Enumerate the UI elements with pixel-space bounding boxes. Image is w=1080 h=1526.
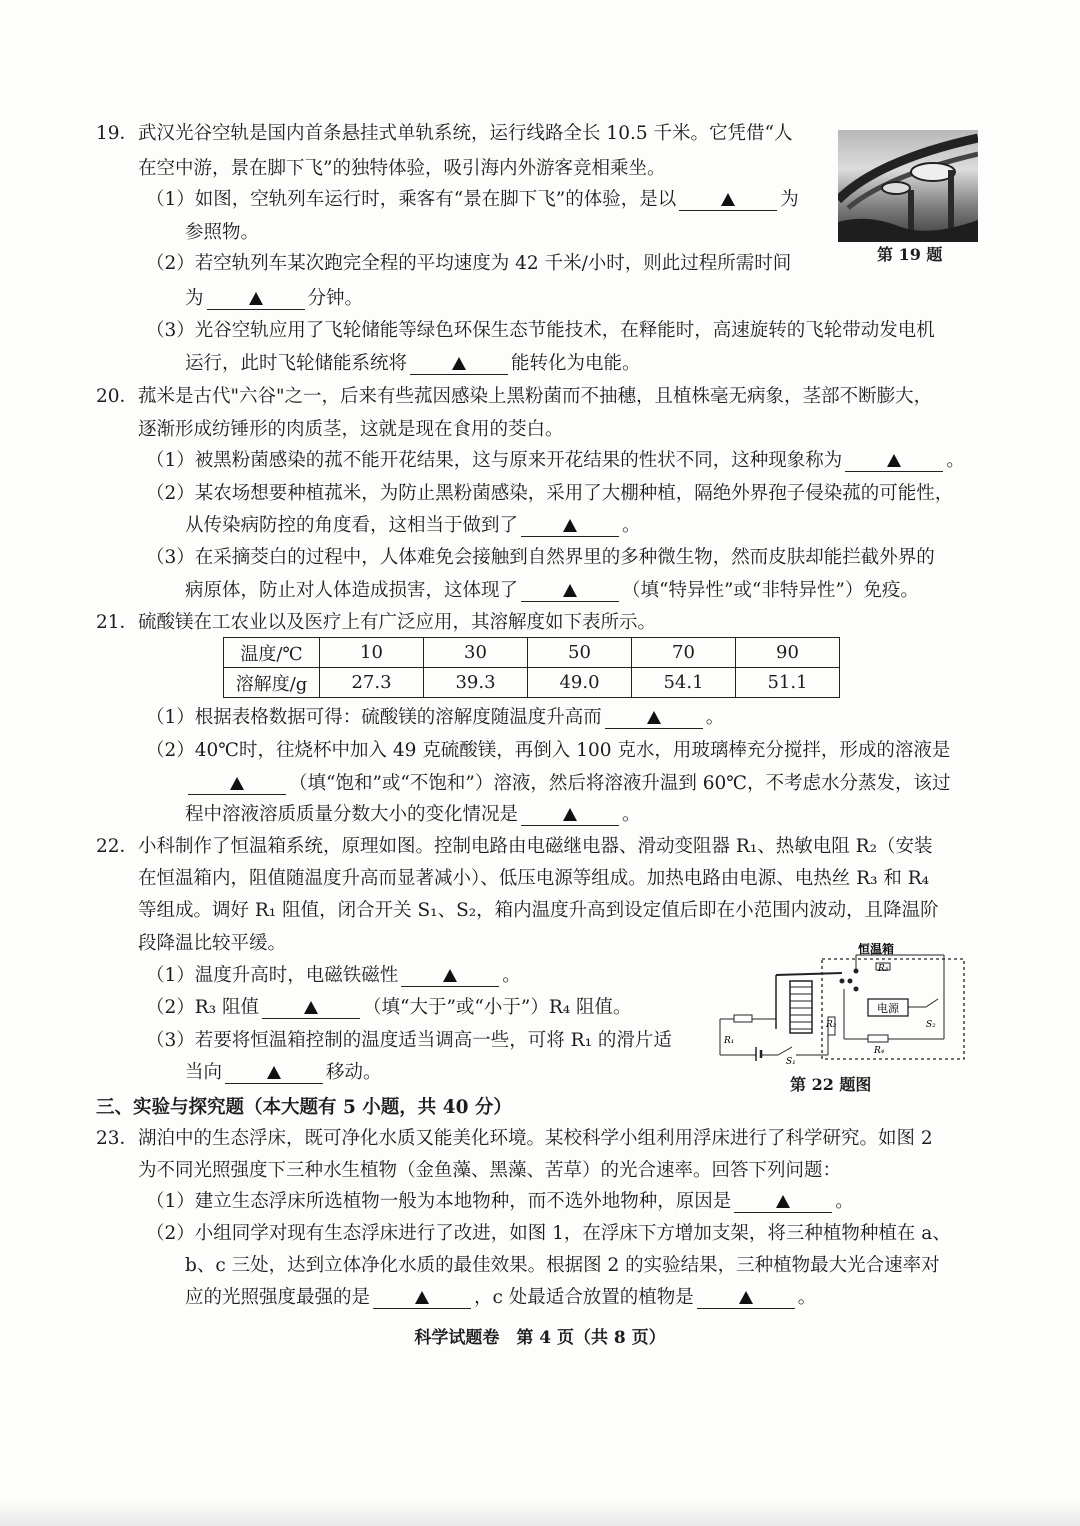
answer-blank[interactable]	[410, 354, 508, 375]
triangle-icon	[415, 1291, 429, 1304]
q21-part2-cont2: 程中溶液溶质质量分数大小的变化情况是 。	[185, 804, 641, 825]
q19-part3-cont: 运行，此时飞轮储能系统将 能转化为电能。	[185, 353, 641, 374]
q21-part2: （2）40℃时，往烧杯中加入 49 克硫酸镁，再倒入 100 克水，用玻璃棒充分搅拌，形成的溶液是	[146, 740, 951, 761]
q20-line2: 逐渐形成纺锤形的肉质茎，这就是现在食用的茭白。	[138, 419, 564, 440]
box-label: 恒温箱	[857, 943, 895, 956]
triangle-icon	[563, 808, 577, 821]
q19-part1-cont: 参照物。	[185, 222, 260, 243]
power-label: 电源	[877, 1002, 899, 1015]
r3-label: R₃	[878, 964, 889, 974]
answer-blank[interactable]	[188, 774, 286, 795]
scan-edge	[0, 1500, 1080, 1526]
q22-line1: 22．小科制作了恒温箱系统，原理如图。控制电路由电磁继电器、滑动变阻器 R₁、热敏电阻 R₂（安装	[96, 836, 933, 857]
q19-line1: 19．武汉光谷空轨是国内首条悬挂式单轨系统，运行线路全长 10.5 千米。它凭借“人	[96, 123, 793, 144]
q23-part1: （1）建立生态浮床所选植物一般为本地物种，而不选外地物种，原因是 。	[146, 1191, 854, 1212]
table-row	[224, 668, 840, 698]
section-heading: 三、实验与探究题（本大题有 5 小题，共 40 分）	[96, 1097, 512, 1118]
table-cell: 54.1	[632, 668, 736, 698]
answer-blank[interactable]	[262, 998, 360, 1019]
r1-label: R₁	[724, 1036, 735, 1046]
answer-blank[interactable]	[225, 1063, 323, 1084]
triangle-icon	[230, 777, 244, 790]
q23-line2: 为不同光照强度下三种水生植物（金鱼藻、黑藻、苦草）的光合速率。回答下列问题：	[138, 1160, 842, 1181]
q19-part1: （1）如图，空轨列车运行时，乘客有“景在脚下飞”的体验，是以 为	[146, 189, 799, 210]
triangle-icon	[443, 969, 457, 982]
triangle-icon	[721, 193, 735, 206]
triangle-icon	[563, 519, 577, 532]
table-cell: 27.3	[320, 668, 424, 698]
table-cell: 49.0	[528, 668, 632, 698]
table-header-cell: 温度/℃	[224, 638, 320, 668]
s2-label: S₂	[926, 1020, 936, 1030]
triangle-icon	[563, 584, 577, 597]
answer-blank[interactable]	[734, 1192, 832, 1213]
triangle-icon	[267, 1066, 281, 1079]
r2-label: R₂	[826, 1020, 837, 1030]
table-header-cell: 溶解度/g	[224, 668, 320, 698]
table-cell: 70	[632, 638, 736, 668]
answer-blank[interactable]	[845, 451, 943, 472]
q19-photo	[838, 130, 978, 242]
q22-line4: 段降温比较平缓。	[138, 933, 287, 954]
r4-label: R₄	[874, 1046, 885, 1056]
answer-blank[interactable]	[521, 581, 619, 602]
answer-blank[interactable]	[521, 516, 619, 537]
answer-blank[interactable]	[697, 1288, 795, 1309]
triangle-icon	[304, 1001, 318, 1014]
q21-part1: （1）根据表格数据可得：硫酸镁的溶解度随温度升高而 。	[146, 707, 725, 728]
q22-circuit-diagram	[716, 943, 968, 1070]
table-cell: 30	[424, 638, 528, 668]
q21-line1: 21．硫酸镁在工农业以及医疗上有广泛应用，其溶解度如下表所示。	[96, 612, 657, 633]
q20-part3: （3）在采摘茭白的过程中，人体难免会接触到自然界里的多种微生物，然而皮肤却能拦截外界的	[146, 547, 935, 568]
q23-part2-cont2: 应的光照强度最强的是 ，c 处最适合放置的植物是 。	[185, 1287, 817, 1308]
answer-blank[interactable]	[401, 966, 499, 987]
triangle-icon	[249, 292, 263, 305]
q23-part2-cont: b、c 三处，达到立体净化水质的最佳效果。根据图 2 的实验结果，三种植物最大光合速率对	[185, 1255, 940, 1276]
q21-part2-cont: （填“饱和”或“不饱和”）溶液，然后将溶液升温到 60℃，不考虑水分蒸发，该过	[185, 771, 950, 797]
answer-blank[interactable]	[373, 1288, 471, 1309]
answer-blank[interactable]	[521, 805, 619, 826]
table-cell: 90	[736, 638, 840, 668]
table-cell: 10	[320, 638, 424, 668]
q22-part2: （2）R₃ 阻值 （填“大于”或“小于”）R₄ 阻值。	[146, 997, 632, 1018]
triangle-icon	[776, 1195, 790, 1208]
q23-line1: 23．湖泊中的生态浮床，既可净化水质又能美化环境。某校科学小组利用浮床进行了科学研究。如图 2	[96, 1128, 933, 1149]
table-cell: 50	[528, 638, 632, 668]
q22-line2: 在恒温箱内，阻值随温度升高而显著减小）、低压电源等组成。加热电路由电源、电热丝 R₃ 和 R₄	[138, 868, 930, 889]
q23-part2: （2）小组同学对现有生态浮床进行了改进，如图 1，在浮床下方增加支架，将三种植物种植在 a、	[146, 1223, 951, 1244]
answer-blank[interactable]	[605, 708, 703, 729]
q19-part3: （3）光谷空轨应用了飞轮储能等绿色环保生态节能技术，在释能时，高速旋转的飞轮带动发电机	[146, 320, 935, 341]
q22-line3: 等组成。调好 R₁ 阻值，闭合开关 S₁、S₂，箱内温度升高到设定值后即在小范围内波动，且降温阶	[138, 900, 939, 921]
q20-part2-cont: 从传染病防控的角度看，这相当于做到了 。	[185, 515, 641, 536]
q19-part2: （2）若空轨列车某次跑完全程的平均速度为 42 千米/小时，则此过程所需时间	[146, 253, 792, 274]
q19-line2: 在空中游，景在脚下飞”的独特体验，吸引海内外游客竞相乘坐。	[138, 158, 666, 179]
solubility-table	[223, 637, 840, 698]
q19-figure-caption: 第 19 题	[877, 245, 943, 264]
table-row	[224, 638, 840, 668]
q20-line1: 20．菰米是古代"六谷"之一，后来有些菰因感染上黑粉菌而不抽穗，且植株毫无病象，茎部不断膨大，	[96, 386, 933, 407]
triangle-icon	[887, 454, 901, 467]
table-cell: 51.1	[736, 668, 840, 698]
q20-part1: （1）被黑粉菌感染的菰不能开花结果，这与原来开花结果的性状不同，这种现象称为 。	[146, 450, 965, 471]
q20-part3-cont: 病原体，防止对人体造成损害，这体现了 （填“特异性”或“非特异性”）免疫。	[185, 580, 919, 601]
answer-blank[interactable]	[679, 190, 777, 211]
q22-part3: （3）若要将恒温箱控制的温度适当调高一些，可将 R₁ 的滑片适	[146, 1030, 672, 1051]
answer-blank[interactable]	[207, 289, 305, 310]
q22-part3-cont: 当向 移动。	[185, 1062, 382, 1083]
triangle-icon	[452, 357, 466, 370]
q22-part1: （1）温度升高时，电磁铁磁性 。	[146, 965, 521, 986]
q20-part2: （2）某农场想要种植菰米，为防止黑粉菌感染，采用了大棚种植，隔绝外界孢子侵染菰的可能性，	[146, 483, 954, 504]
q19-part2-cont: 为 分钟。	[185, 288, 364, 309]
triangle-icon	[739, 1291, 753, 1304]
q22-figure-caption: 第 22 题图	[790, 1075, 872, 1094]
table-cell: 39.3	[424, 668, 528, 698]
s1-label: S₁	[786, 1057, 796, 1065]
page-footer: 科学试题卷 第 4 页（共 8 页）	[414, 1328, 666, 1348]
triangle-icon	[647, 711, 661, 724]
